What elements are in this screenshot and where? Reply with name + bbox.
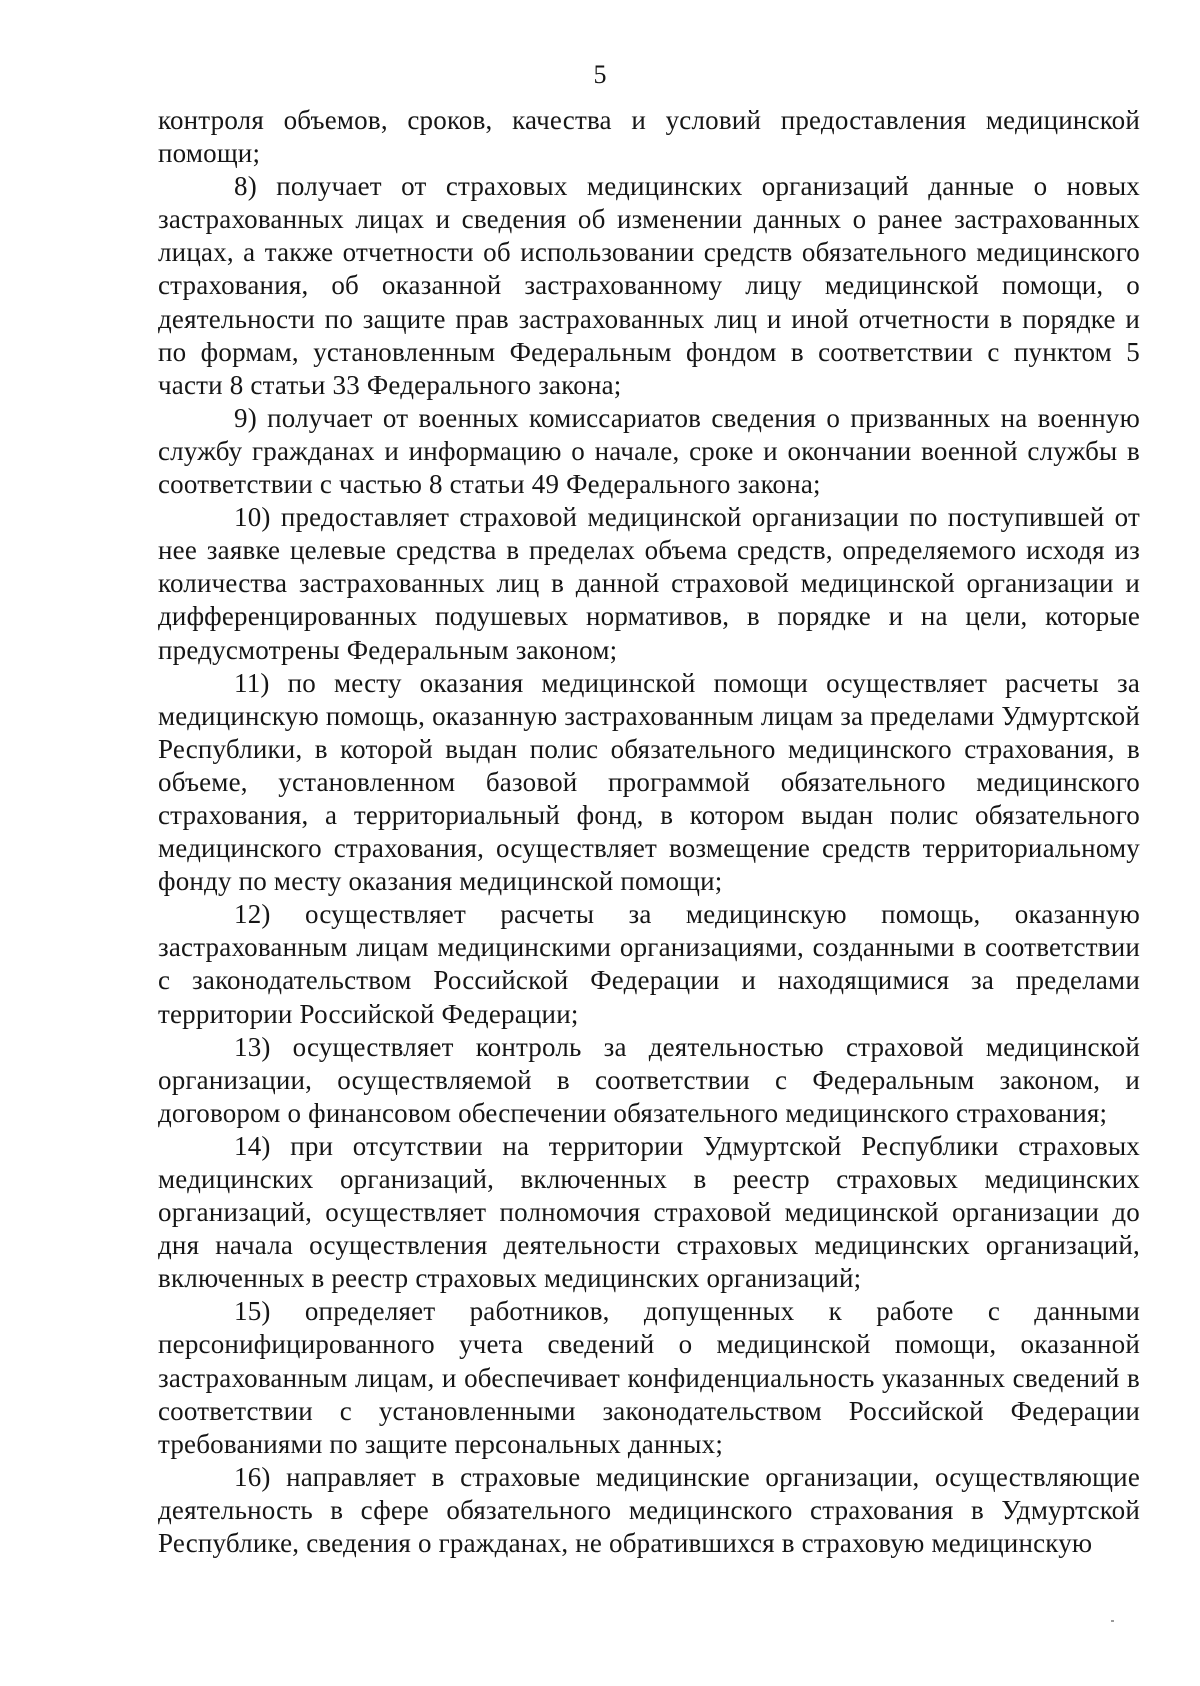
paragraph-item-9: 9) получает от военных комиссариатов сведения о призванных на военную службу гражданах и информацию о начале, сроке и окончании военной службы в соответствии с частью 8 статьи 49 Федерального закона; bbox=[158, 402, 1140, 500]
paragraph-item-8: 8) получает от страховых медицинских организаций данные о новых застрахованных лицах и сведения об изменении данных о ранее застрахованных лицах, а также отчетности об использовании средств обязательного медицинского страхования, об оказанной застрахованному лицу медицинской помощи, о деятельности по защите прав застрахованных лиц и иной отчетности в порядке и по формам, установленным Федеральным фондом в соответствии с пунктом 5 части 8 статьи 33 Федерального закона; bbox=[158, 171, 1140, 400]
paragraph-item-12: 12) осуществляет расчеты за медицинскую помощь, оказанную застрахованным лицам медицинскими организациями, созданными в соответствии с законодательством Российской Федерации и находящимися за пределами территории Российской Федерации; bbox=[158, 899, 1140, 1029]
paragraph-continuation: контроля объемов, сроков, качества и условий предоставления медицинской помощи; bbox=[158, 105, 1140, 169]
page-number: 5 bbox=[593, 60, 607, 89]
paragraph-item-15: 15) определяет работников, допущенных к работе с данными персонифицированного учета сведений о медицинской помощи, оказанной застрахованным лицам, и обеспечивает конфиденциальность указанных сведений в соответствии с установленными законодательством Российской Федерации требованиями по защите персональных данных; bbox=[158, 1296, 1140, 1459]
scan-speck bbox=[1111, 1620, 1114, 1622]
paragraph-item-11: 11) по месту оказания медицинской помощи осуществляет расчеты за медицинскую помощь, оказанную застрахованным лицам за пределами Удмуртской Республики, в которой выдан полис обязательного медицинского страхования, в объеме, установленном базовой программой обязательного медицинского страхования, а территориальный фонд, в котором выдан полис обязательного медицинского страхования, осуществляет возмещение средств территориальному фонду по месту оказания медицинской помощи; bbox=[158, 667, 1140, 897]
paragraph-item-10: 10) предоставляет страховой медицинской организации по поступившей от нее заявке целевые средства в пределах объема средств, определяемого исходя из количества застрахованных лиц в данной страховой медицинской организации и дифференцированных подушевых нормативов, в порядке и на цели, которые предусмотрены Федеральным законом; bbox=[158, 502, 1140, 665]
paragraph-item-13: 13) осуществляет контроль за деятельностью страховой медицинской организации, осуществляемой в соответствии с Федеральным законом, и договором о финансовом обеспечении обязательного медицинского страхования; bbox=[158, 1031, 1140, 1128]
document-body bbox=[158, 104, 1140, 1560]
paragraph-item-16: 16) направляет в страховые медицинские организации, осуществляющие деятельность в сфере обязательного медицинского страхования в Удмуртской Республике, сведения о гражданах, не обратившихся в страховую медицинскую bbox=[158, 1461, 1140, 1559]
paragraph-item-14: 14) при отсутствии на территории Удмуртской Республики страховых медицинских организаций, включенных в реестр страховых медицинских организаций, осуществляет полномочия страховой медицинской организации до дня начала осуществления деятельности страховых медицинских организаций, включенных в реестр страховых медицинских организаций; bbox=[158, 1130, 1140, 1294]
